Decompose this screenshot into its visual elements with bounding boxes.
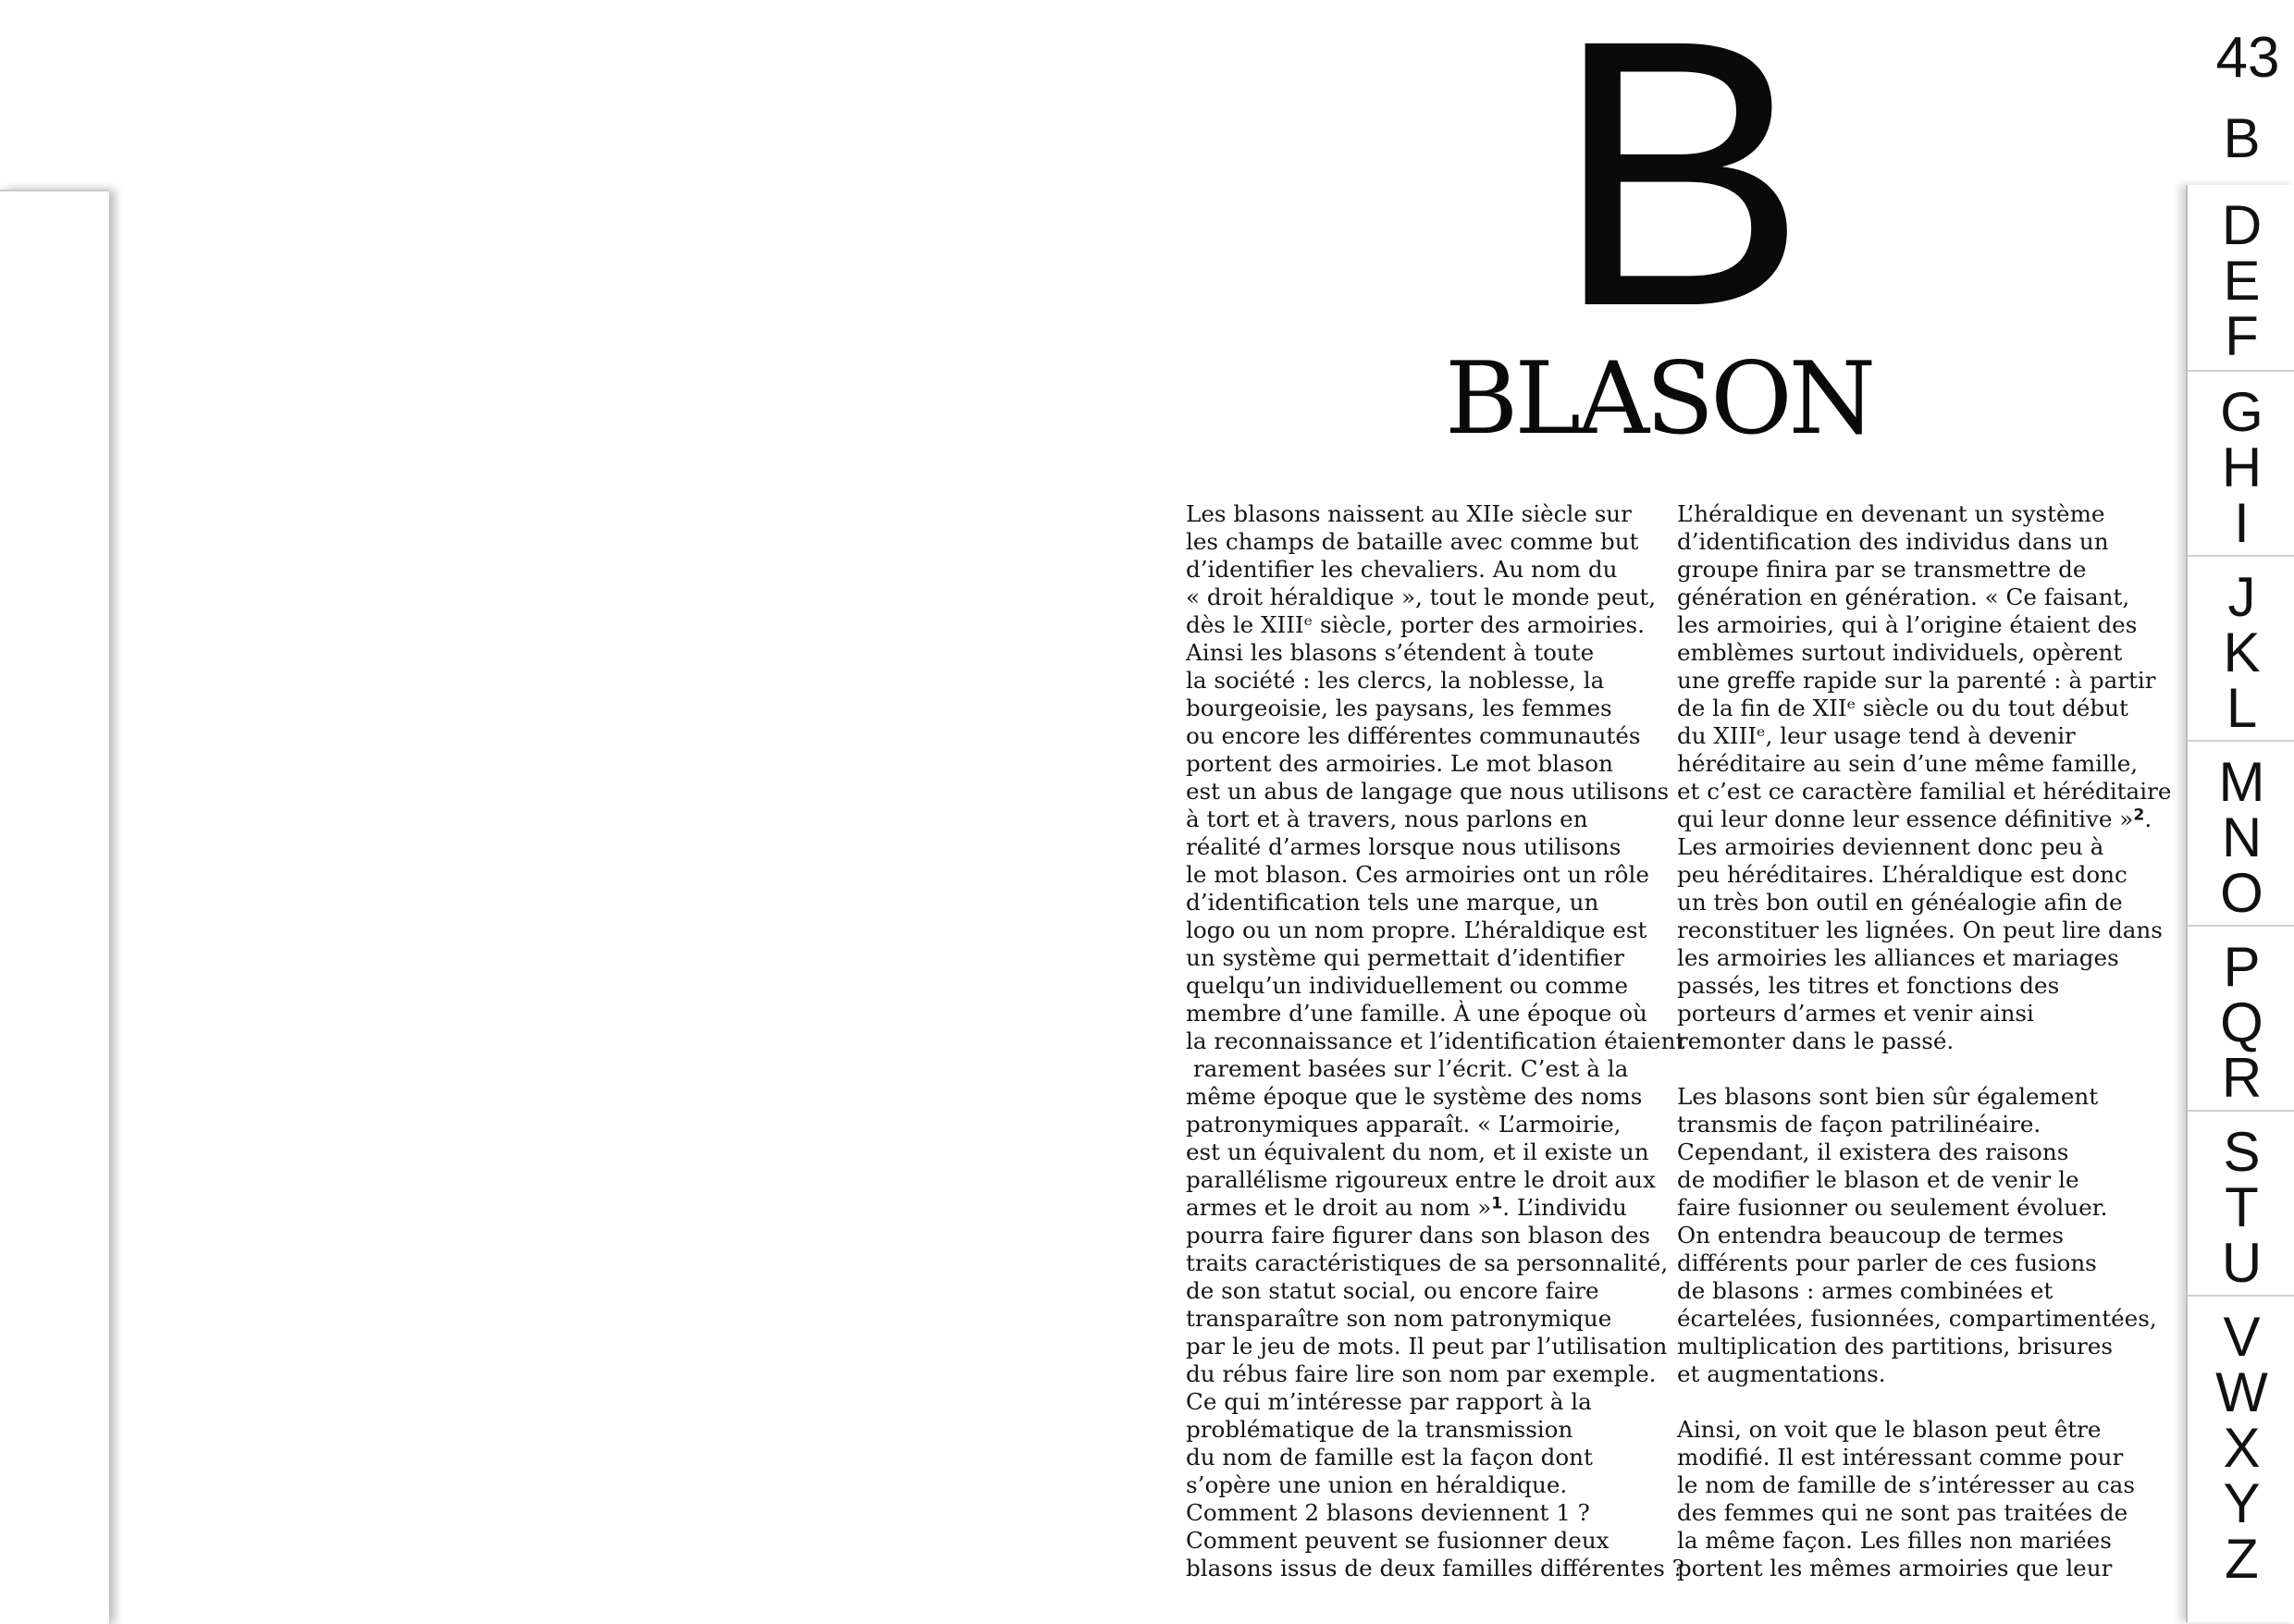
- text-line: reconstituer les lignées. On peut lire dans: [1677, 917, 2163, 943]
- text-line: est un équivalent du nom, et il existe un: [1186, 1138, 1649, 1165]
- text-line: portent les mêmes armoiries que leur: [1677, 1555, 2113, 1581]
- text-line: L’héraldique en devenant un système: [1677, 500, 2105, 527]
- text-line: réalité d’armes lorsque nous utilisons: [1186, 833, 1622, 860]
- text-line: de son statut social, ou encore faire: [1186, 1277, 1599, 1304]
- index-tab-letter: H: [2221, 437, 2263, 498]
- index-tab-letter: W: [2215, 1361, 2268, 1423]
- text-line: ou encore les différentes communautés: [1186, 722, 1641, 749]
- paragraph-gap: [1677, 1388, 2158, 1416]
- text-line: écartelées, fusionnées, compartimentées,: [1677, 1305, 2157, 1332]
- index-tab-letter: V: [2223, 1306, 2261, 1368]
- index-tab-letter-current[interactable]: B: [2223, 107, 2261, 169]
- text-line: de blasons : armes combinées et: [1677, 1277, 2054, 1304]
- text-line: passés, les titres et fonctions des: [1677, 972, 2060, 999]
- index-tab-letter: E: [2223, 250, 2261, 312]
- index-tab-group[interactable]: [2188, 1295, 2294, 1624]
- text-line: rarement basées sur l’écrit. C’est à la: [1186, 1055, 1629, 1082]
- text-line: faire fusionner ou seulement évoluer.: [1677, 1194, 2108, 1221]
- left-page-edge: [0, 190, 109, 1624]
- index-tab-letter: I: [2234, 492, 2250, 554]
- text-line: les champs de bataille avec comme but: [1186, 528, 1639, 555]
- text-line: patronymiques apparaît. « L’armoirie,: [1186, 1111, 1622, 1138]
- index-tab-group[interactable]: [2188, 185, 2294, 370]
- text-line: d’identification des individus dans un: [1677, 528, 2109, 555]
- index-tab-letter: S: [2223, 1121, 2261, 1183]
- index-tab-letter: N: [2221, 806, 2263, 868]
- index-tab-letter: X: [2223, 1417, 2261, 1479]
- text-line: par le jeu de mots. Il peut par l’utilisation: [1186, 1333, 1668, 1359]
- text-line: la reconnaissance et l’identification étaient: [1186, 1027, 1685, 1054]
- index-tab-letter: Z: [2225, 1528, 2259, 1590]
- text-line: modifié. Il est intéressant comme pour: [1677, 1444, 2124, 1470]
- text-line: dès le XIIIᵉ siècle, porter des armoiries.: [1186, 611, 1645, 638]
- text-line: s’opère une union en héraldique.: [1186, 1471, 1568, 1498]
- index-tab-letter: Q: [2220, 991, 2263, 1053]
- text-line: à tort et à travers, nous parlons en: [1186, 806, 1588, 832]
- text-line: armes et le droit au nom »$^1$. L’individu: [1186, 1194, 1627, 1221]
- text-line: blasons issus de deux familles différentes ?: [1186, 1555, 1684, 1581]
- text-line: Comment 2 blasons deviennent 1 ?: [1186, 1499, 1590, 1526]
- index-tab-group[interactable]: [2188, 925, 2294, 1112]
- alphabet-index-tabs: [2186, 107, 2294, 1622]
- text-line: bourgeoisie, les paysans, les femmes: [1186, 695, 1612, 721]
- text-line: Les blasons naissent au XIIe siècle sur: [1186, 500, 1632, 527]
- page-number: 43: [2215, 26, 2280, 90]
- text-line: traits caractéristiques de sa personnalité,: [1186, 1249, 1669, 1276]
- text-line: même époque que le système des noms: [1186, 1083, 1643, 1110]
- text-line: Les armoiries deviennent donc peu à: [1677, 833, 2104, 860]
- text-line: Ainsi les blasons s’étendent à toute: [1186, 639, 1595, 666]
- text-line: membre d’une famille. À une époque où: [1186, 1000, 1647, 1027]
- text-line: pourra faire figurer dans son blason des: [1186, 1222, 1651, 1249]
- text-line: et c’est ce caractère familial et héréditaire: [1677, 778, 2172, 805]
- text-line: multiplication des partitions, brisures: [1677, 1333, 2113, 1359]
- index-tab-letter: R: [2221, 1047, 2263, 1109]
- index-tab-letter: O: [2220, 862, 2263, 924]
- text-line: des femmes qui ne sont pas traitées de: [1677, 1499, 2128, 1526]
- text-line: remonter dans le passé.: [1677, 1027, 1955, 1054]
- text-line: les armoiries, qui à l’origine étaient des: [1677, 611, 2138, 638]
- text-line: On entendra beaucoup de termes: [1677, 1222, 2065, 1249]
- text-line: parallélisme rigoureux entre le droit aux: [1186, 1166, 1656, 1193]
- text-line: de modifier le blason et de venir le: [1677, 1166, 2079, 1193]
- text-line: la même façon. Les filles non mariées: [1677, 1527, 2112, 1554]
- index-tab-letter: L: [2226, 677, 2258, 739]
- text-line: génération en génération. « Ce faisant,: [1677, 584, 2130, 610]
- text-line: logo ou un nom propre. L’héraldique est: [1186, 917, 1647, 943]
- entry-title: BLASON: [1445, 341, 1873, 457]
- text-line: le nom de famille de s’intéresser au cas: [1677, 1471, 2135, 1498]
- text-line: est un abus de langage que nous utilisons: [1186, 778, 1670, 805]
- index-tab-letter: J: [2227, 566, 2256, 628]
- text-line: du rébus faire lire son nom par exemple.: [1186, 1360, 1657, 1387]
- footnote-reference: 2: [2133, 806, 2145, 825]
- index-tab-group[interactable]: [2188, 370, 2294, 557]
- index-tab-group[interactable]: [2188, 740, 2294, 927]
- text-line: Les blasons sont bien sûr également: [1677, 1083, 2099, 1110]
- index-tab-letter: G: [2220, 381, 2263, 443]
- index-tab-letter: K: [2223, 621, 2261, 683]
- footnote-reference: 1: [1491, 1194, 1503, 1213]
- text-line: Ainsi, on voit que le blason peut être: [1677, 1416, 2102, 1443]
- text-line: différents pour parler de ces fusions: [1677, 1249, 2097, 1276]
- text-line: qui leur donne leur essence définitive »$^2$.: [1677, 806, 2152, 832]
- index-tab-letter: Y: [2223, 1472, 2261, 1534]
- section-initial-letter: B: [1554, 0, 1798, 385]
- text-line: porteurs d’armes et venir ainsi: [1677, 1000, 2034, 1027]
- text-line: les armoiries les alliances et mariages: [1677, 944, 2119, 971]
- index-tab-letter: F: [2225, 305, 2259, 367]
- text-line: quelqu’un individuellement ou comme: [1186, 972, 1629, 999]
- text-line: transmis de façon patrilinéaire.: [1677, 1111, 2041, 1138]
- text-line: du nom de famille est la façon dont: [1186, 1444, 1593, 1470]
- text-line: et augmentations.: [1677, 1360, 1886, 1387]
- text-line: « droit héraldique », tout le monde peut,: [1186, 584, 1657, 610]
- index-tab-letter: M: [2218, 751, 2265, 813]
- text-line: un très bon outil en généalogie afin de: [1677, 889, 2123, 916]
- text-line: portent des armoiries. Le mot blason: [1186, 750, 1613, 777]
- text-line: d’identification tels une marque, un: [1186, 889, 1599, 916]
- text-line: Comment peuvent se fusionner deux: [1186, 1527, 1610, 1554]
- index-tab-letter: T: [2225, 1176, 2259, 1238]
- text-line: emblèmes surtout individuels, opèrent: [1677, 639, 2123, 666]
- paragraph-gap: [1677, 1055, 2158, 1083]
- text-line: d’identifier les chevaliers. Au nom du: [1186, 556, 1618, 583]
- text-line: le mot blason. Ces armoiries ont un rôle: [1186, 861, 1649, 888]
- text-line: Cependant, il existera des raisons: [1677, 1138, 2069, 1165]
- text-line: la société : les clercs, la noblesse, la: [1186, 667, 1605, 694]
- index-tab-letter: U: [2221, 1232, 2263, 1294]
- text-line: une greffe rapide sur la parenté : à partir: [1677, 667, 2156, 694]
- text-column-left: [1186, 500, 1685, 1582]
- index-tab-group[interactable]: [2188, 1110, 2294, 1297]
- index-tab-letter: D: [2221, 194, 2263, 256]
- index-tab-letter: P: [2223, 936, 2261, 998]
- text-line: de la fin de XIIᵉ siècle ou du tout début: [1677, 695, 2128, 721]
- text-line: héréditaire au sein d’une même famille,: [1677, 750, 2139, 777]
- text-line: du XIIIᵉ, leur usage tend à devenir: [1677, 722, 2076, 749]
- index-tab-group[interactable]: [2188, 555, 2294, 742]
- text-line: problématique de la transmission: [1186, 1416, 1573, 1443]
- text-line: groupe finira par se transmettre de: [1677, 556, 2087, 583]
- text-line: peu héréditaires. L’héraldique est donc: [1677, 861, 2128, 888]
- text-line: un système qui permettait d’identifier: [1186, 944, 1624, 971]
- text-line: Ce qui m’intéresse par rapport à la: [1186, 1388, 1592, 1415]
- text-column-right: [1677, 500, 2172, 1582]
- text-line: transparaître son nom patronymique: [1186, 1305, 1612, 1332]
